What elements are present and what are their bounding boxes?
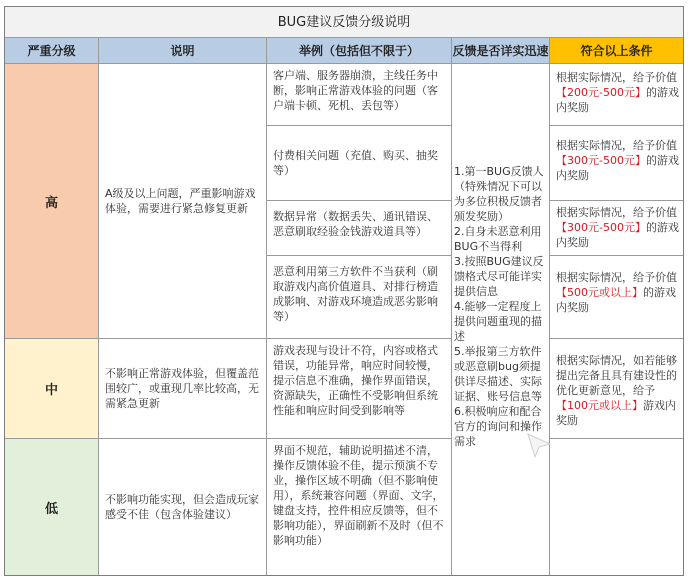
example-high-1: 客户端、服务器崩溃，主线任务中断，影响正常游戏体验的问题（客户端卡顿、死机、丢包等） [267,64,452,126]
reward-high-1: 根据实际情况，给予价值【200元-500元】的游戏内奖励 [550,64,683,126]
example-medium-1: 游戏表现与设计不符，内容或格式错误，功能异常，响应时间较慢，提示信息不准确，操作界面错误，资源缺失，正确性不受影响但系统性能和响应时间受到影响等 [267,339,452,439]
severity-high: 高 [5,64,99,339]
table-title: BUG建议反馈分级说明 [5,7,683,38]
reward-medium-1: 根据实际情况，如若能够提出完备且具有建设性的优化更新意见，给予【100元或以上】游戏内奖励 [550,339,683,439]
severity-medium: 中 [5,339,99,439]
reward-high-2: 根据实际情况，给予价值【300元-500元】的游戏内奖励 [550,126,683,201]
reward-high-3: 根据实际情况，给予价值【300元-500元】的游戏内奖励 [550,201,683,256]
description-low: 不影响功能实现，但会造成玩家感受不佳（包含体验建议） [99,439,267,575]
example-high-3: 数据异常（数据丢失、通讯错误、恶意刷取经验金钱游戏道具等） [267,201,452,256]
severity-low: 低 [5,439,99,575]
description-medium: 不影响正常游戏体验，但覆盖范围较广，或重现几率比较高，无需紧急更新 [99,339,267,439]
header-examples: 举例（包括但不限于） [267,38,452,64]
example-low-1: 界面不规范，辅助说明描述不清，操作反馈体验不佳，提示预演不专业，操作区域不明确（但不影响使用），系统兼容问题（界面、文字，键盘支持，控件相应反馈等，但不影响功能），界面刷新不及时（但不影响功能） [267,439,452,575]
header-reward: 符合以上条件 [550,38,683,64]
bug-feedback-table [4,6,684,576]
reward-high-4: 根据实际情况，给予价值【500元或以上】的游戏内奖励 [550,256,683,339]
feedback-criteria: 1.第一BUG反馈人（特殊情况下可以为多位积极反馈者颁发奖励） 2.自身未恶意利用BUG不当得利 3.按照BUG建议反馈格式尽可能详实提供信息 4.能够一定程度上提供问题重现的描述 5.举报第三方软件或恶意刷bug须提供详尽描述、实际证据、账号信息等 6.积极响应和配合官方的询问和操作需求 [452,64,550,575]
header-description: 说明 [99,38,267,64]
description-high: A级及以上问题，严重影响游戏体验，需要进行紧急修复更新 [99,64,267,339]
example-high-4: 恶意利用第三方软件不当获利（刷取游戏内高价值道具、对排行榜造成影响、对游戏环境造成恶劣影响等） [267,256,452,339]
header-severity: 严重分级 [5,38,99,64]
example-high-2: 付费相关问题（充值、购买、抽奖等） [267,126,452,201]
reward-low-empty [550,439,683,575]
header-feedback: 反馈是否详实迅速 [452,38,550,64]
